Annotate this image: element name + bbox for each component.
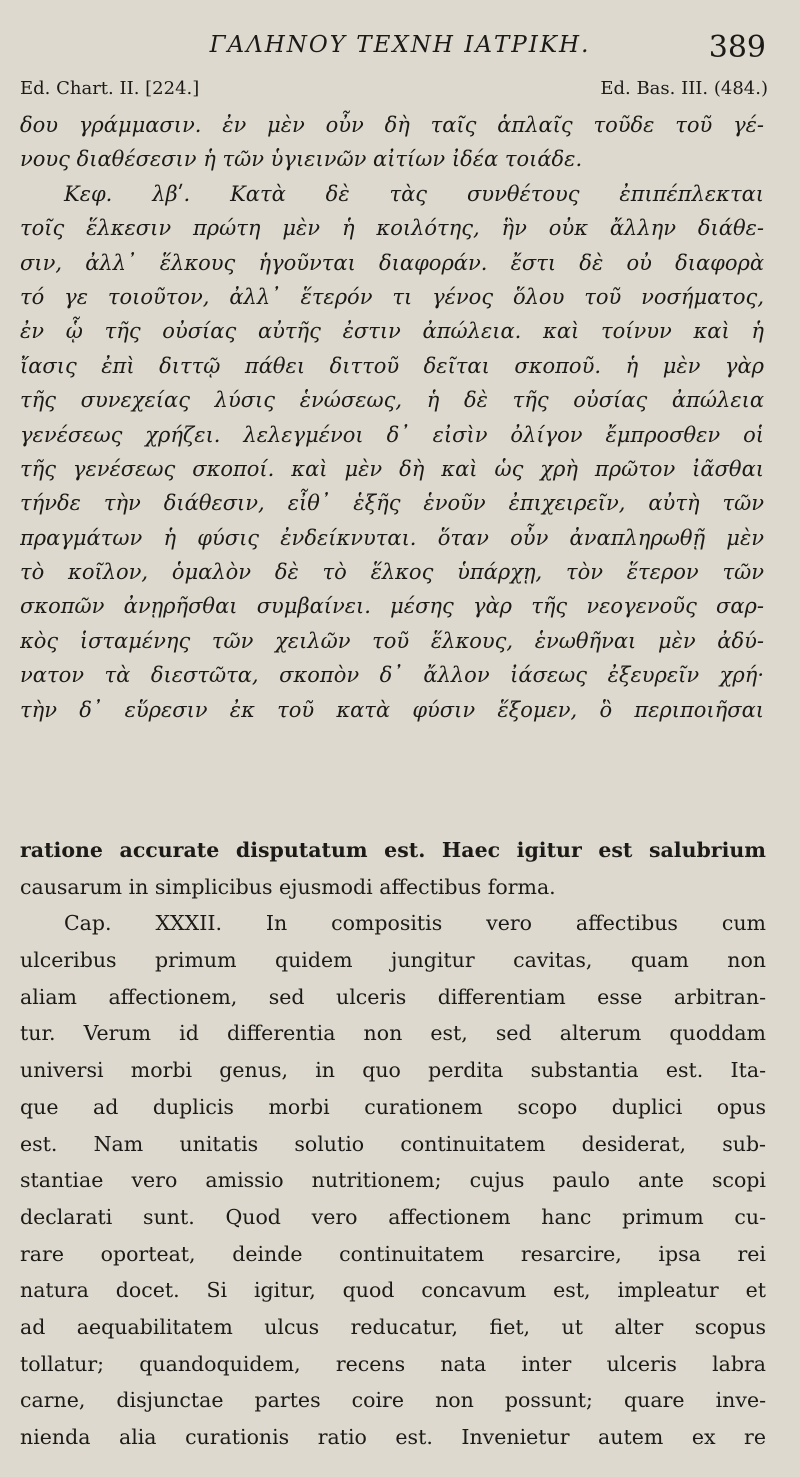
edition-references (20, 78, 768, 102)
greek-line: κὸς ἱσταμένης τῶν χειλῶν τοῦ ἕλκους, ἑνωθῆναι μὲν ἀδύ- (20, 628, 764, 653)
greek-line: νους διαθέσεσιν ἡ τῶν ὑγιεινῶν αἰτίων ἰδέα τοιάδε. (20, 147, 583, 172)
latin-line: universi morbi genus, in quo perdita substantia est. Ita- (20, 1058, 766, 1083)
page-number: 389 (708, 30, 766, 65)
latin-line: natura docet. Si igitur, quod concavum est, impleatur et (20, 1278, 766, 1303)
greek-line: τῆς γενέσεως σκοποί. καὶ μὲν δὴ καὶ ὡς χρὴ πρῶτον ἰᾶσθαι (20, 456, 764, 481)
latin-line: que ad duplicis morbi curationem scopo duplici opus (20, 1094, 766, 1119)
latin-line: causarum in simplicibus ejusmodi affectibus forma. (20, 874, 556, 899)
greek-text-block (20, 108, 764, 727)
latin-line: est. Nam unitatis solutio continuitatem desiderat, sub- (20, 1131, 766, 1156)
latin-line: ratione accurate disputatum est. Haec igitur est salubrium (20, 838, 766, 862)
greek-line: ἐν ᾧ τῆς οὐσίας αὐτῆς ἐστιν ἀπώλεια. καὶ τοίνυν καὶ ἡ (20, 319, 764, 344)
edition-chart-reference: Ed. Chart. II. [224.] (20, 78, 200, 99)
latin-line: aliam affectionem, sed ulceris differentiam esse arbitran- (20, 984, 766, 1009)
greek-line: τὴν δ᾽ εὕρεσιν ἐκ τοῦ κατὰ φύσιν ἕξομεν, ὃ περιποιῆσαι (20, 697, 764, 722)
running-title: ΓΑΛΗΝΟΥ ΤΕΧΝΗ ΙΑΤΡΙΚΗ. (209, 32, 591, 58)
latin-line: nienda alia curationis ratio est. Invenietur autem ex re (20, 1425, 766, 1449)
greek-line: νατον τὰ διεστῶτα, σκοπὸν δ᾽ ἄλλον ἰάσεως ἐξευρεῖν χρή· (20, 663, 764, 688)
greek-line: τό γε τοιοῦτον, ἀλλ᾽ ἕτερόν τι γένος ὅλου τοῦ νοσήματος, (20, 284, 764, 309)
latin-line: ad aequabilitatem ulcus reducatur, fiet, ut alter scopus (20, 1314, 766, 1339)
greek-line: τῆς συνεχείας λύσις ἑνώσεως, ἡ δὲ τῆς οὐσίας ἀπώλεια (20, 388, 764, 413)
latin-text-block (20, 832, 766, 1456)
latin-line: carne, disjunctae partes coire non possunt; quare inve- (20, 1388, 766, 1413)
latin-line: ulceribus primum quidem jungitur cavitas, quam non (20, 948, 766, 973)
latin-line: declarati sunt. Quod vero affectionem hanc primum cu- (20, 1204, 766, 1229)
latin-line: stantiae vero amissio nutritionem; cujus paulo ante scopi (20, 1168, 766, 1193)
latin-line: tollatur; quandoquidem, recens nata inter ulceris labra (20, 1351, 766, 1376)
page-header (0, 30, 800, 70)
latin-line: tur. Verum id differentia non est, sed alterum quoddam (20, 1021, 766, 1046)
greek-line: γενέσεως χρήζει. λελεγμένοι δ᾽ εἰσὶν ὀλίγον ἔμπροσθεν οἱ (20, 422, 764, 447)
greek-line: τήνδε τὴν διάθεσιν, εἶθ᾽ ἑξῆς ἑνοῦν ἐπιχειρεῖν, αὐτὴ τῶν (20, 491, 764, 516)
latin-line: rare oporteat, deinde continuitatem resarcire, ipsa rei (20, 1241, 766, 1266)
greek-line: σιν, ἀλλ᾽ ἕλκους ἡγοῦνται διαφοράν. ἔστι δὲ οὐ διαφορὰ (20, 250, 764, 275)
latin-line: Cap. XXXII. In compositis vero affectibus cum (64, 911, 766, 936)
edition-basel-reference: Ed. Bas. III. (484.) (600, 78, 768, 99)
greek-line: τὸ κοῖλον, ὁμαλὸν δὲ τὸ ἕλκος ὑπάρχῃ, τὸν ἕτερον τῶν (20, 560, 764, 585)
greek-line: ἴασις ἐπὶ διττῷ πάθει διττοῦ δεῖται σκοποῦ. ἡ μὲν γὰρ (20, 353, 764, 378)
greek-line: τοῖς ἕλκεσιν πρώτη μὲν ἡ κοιλότης, ἣν οὐκ ἄλλην διάθε- (20, 216, 764, 241)
greek-line: σκοπῶν ἀνῃρῆσθαι συμβαίνει. μέσης γὰρ τῆς νεογενοῦς σαρ- (20, 594, 764, 619)
greek-line: πραγμάτων ἡ φύσις ἐνδείκνυται. ὅταν οὖν ἀναπληρωθῇ μὲν (20, 525, 764, 550)
greek-line: Κεφ. λβʹ. Κατὰ δὲ τὰς συνθέτους ἐπιπέπλεκται (64, 181, 764, 206)
greek-line: δου γράμμασιν. ἐν μὲν οὖν δὴ ταῖς ἁπλαῖς τοῦδε τοῦ γέ- (20, 113, 764, 137)
